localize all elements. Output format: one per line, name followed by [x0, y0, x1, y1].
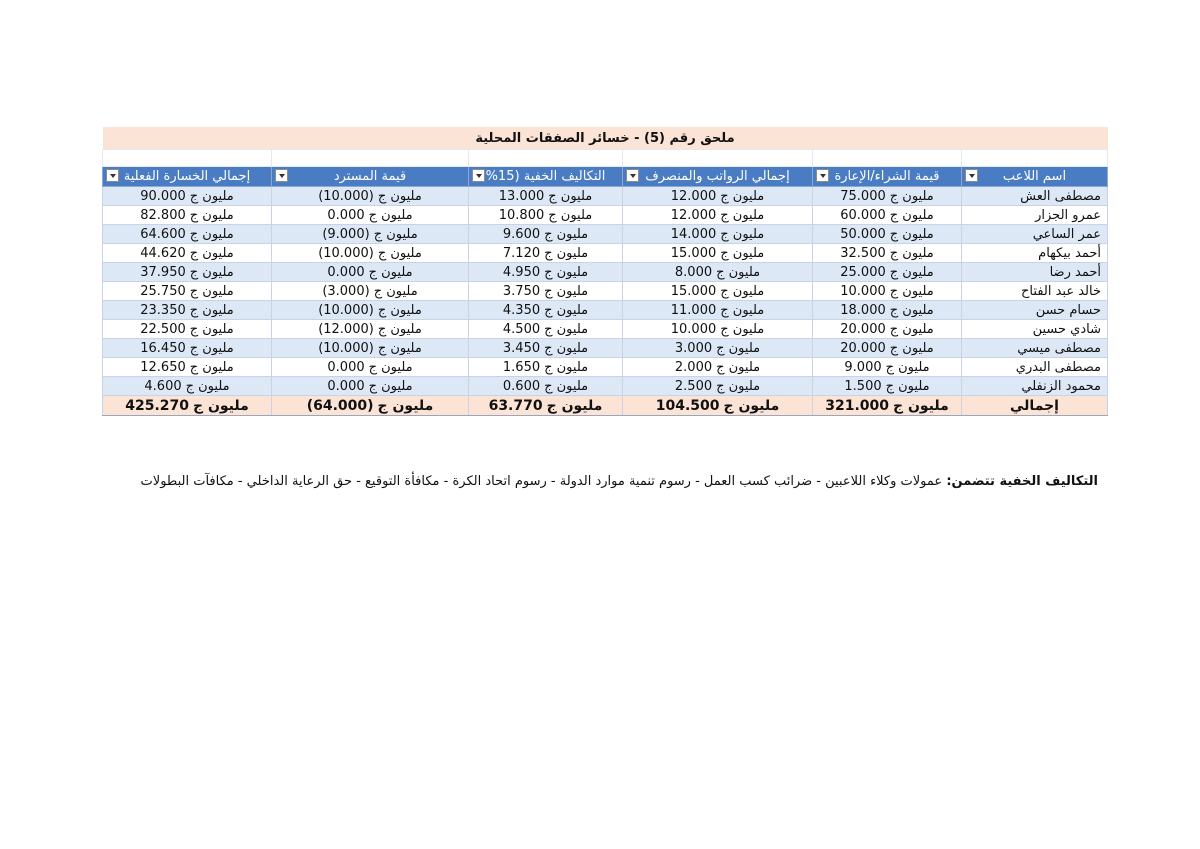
- table-title-row: [103, 127, 1108, 150]
- amount-value: 22.500: [140, 321, 186, 337]
- amount-value: (64.000): [306, 397, 374, 414]
- recovered-cell: [272, 225, 469, 244]
- table-row: [103, 377, 1108, 396]
- purchase-cell: [813, 225, 962, 244]
- salaries-cell: [623, 339, 813, 358]
- salaries-cell: [623, 358, 813, 377]
- total-purchase-cell: [813, 396, 962, 416]
- amount-value: 32.500: [840, 245, 886, 261]
- unit-label: مليون ج: [544, 283, 589, 299]
- recovered-cell: [272, 206, 469, 225]
- player-name-cell: عمر الساعي: [962, 225, 1108, 244]
- unit-label: مليون ج: [192, 397, 249, 414]
- column-header-salaries[interactable]: [623, 167, 813, 187]
- unit-label: مليون ج: [720, 226, 765, 242]
- recovered-cell: [272, 244, 469, 263]
- unit-label: مليون ج: [889, 302, 934, 318]
- unit-label: مليون ج: [885, 359, 930, 375]
- amount-value: (10.000): [318, 188, 374, 204]
- recovered-cell: [272, 358, 469, 377]
- amount-value: (3.000): [322, 283, 370, 299]
- recovered-cell: [272, 187, 469, 206]
- unit-label: مليون ج: [368, 378, 413, 394]
- amount-value: 104.500: [655, 397, 720, 414]
- unit-label: مليون ج: [189, 340, 234, 356]
- amount-value: 20.000: [840, 321, 886, 337]
- unit-label: مليون ج: [544, 302, 589, 318]
- total-loss-cell: [103, 377, 272, 396]
- empty-cell: [813, 150, 962, 167]
- amount-value: 12.650: [140, 359, 186, 375]
- unit-label: مليون ج: [189, 207, 234, 223]
- amount-value: 425.270: [125, 397, 189, 414]
- unit-label: مليون ج: [189, 226, 234, 242]
- column-header-purchase[interactable]: [813, 167, 962, 187]
- filter-dropdown-icon[interactable]: [626, 169, 639, 182]
- table-row: [103, 358, 1108, 377]
- table-row: [103, 263, 1108, 282]
- column-header-hidden-costs[interactable]: [469, 167, 623, 187]
- purchase-cell: [813, 244, 962, 263]
- total-loss-cell: [103, 225, 272, 244]
- amount-value: 25.750: [140, 283, 186, 299]
- unit-label: مليون ج: [544, 321, 589, 337]
- player-name-cell: عمرو الجزار: [962, 206, 1108, 225]
- column-header-player[interactable]: [962, 167, 1108, 187]
- unit-label: مليون ج: [720, 321, 765, 337]
- amount-value: 9.000: [844, 359, 882, 375]
- amount-value: 7.120: [502, 245, 541, 261]
- filter-dropdown-icon[interactable]: [965, 169, 978, 182]
- purchase-cell: [813, 263, 962, 282]
- salaries-cell: [623, 282, 813, 301]
- salaries-cell: [623, 320, 813, 339]
- unit-label: مليون ج: [716, 264, 761, 280]
- empty-cell: [272, 150, 469, 167]
- unit-label: مليون ج: [377, 302, 422, 318]
- hidden-costs-cell: [469, 225, 623, 244]
- purchase-cell: [813, 206, 962, 225]
- purchase-cell: [813, 377, 962, 396]
- amount-value: 10.000: [670, 321, 717, 337]
- unit-label: مليون ج: [377, 321, 422, 337]
- amount-value: 12.000: [670, 207, 717, 223]
- unit-label: مليون ج: [716, 378, 761, 394]
- purchase-cell: [813, 301, 962, 320]
- unit-label: مليون ج: [373, 283, 418, 299]
- unit-label: مليون ج: [889, 245, 934, 261]
- amount-value: (10.000): [318, 340, 374, 356]
- amount-value: 0.600: [502, 378, 541, 394]
- empty-cell: [469, 150, 623, 167]
- note-label: التكاليف الخفية تتضمن:: [946, 474, 1098, 489]
- empty-cell: [623, 150, 813, 167]
- amount-value: 0.000: [327, 359, 365, 375]
- unit-label: مليون ج: [189, 264, 234, 280]
- unit-label: مليون ج: [368, 359, 413, 375]
- header-label: إجمالي الخسارة الفعلية: [123, 169, 251, 184]
- header-label: إجمالي الرواتب والمنصرف: [645, 169, 790, 184]
- header-label: اسم اللاعب: [1002, 169, 1067, 184]
- total-loss-cell: [103, 339, 272, 358]
- total-loss-cell: [103, 282, 272, 301]
- empty-cell: [962, 150, 1108, 167]
- salaries-cell: [623, 244, 813, 263]
- unit-label: مليون ج: [716, 359, 761, 375]
- hidden-costs-cell: [469, 187, 623, 206]
- amount-value: 12.000: [670, 188, 717, 204]
- amount-value: 4.500: [502, 321, 541, 337]
- table-title: ملحق رقم (5) - خسائر الصفقات المحلية: [103, 127, 1108, 150]
- recovered-cell: [272, 301, 469, 320]
- amount-value: 3.450: [502, 340, 541, 356]
- unit-label: مليون ج: [723, 397, 780, 414]
- unit-label: مليون ج: [368, 207, 413, 223]
- unit-label: مليون ج: [889, 321, 934, 337]
- amount-value: 90.000: [140, 188, 186, 204]
- amount-value: (12.000): [318, 321, 374, 337]
- total-loss-cell: [103, 320, 272, 339]
- unit-label: مليون ج: [889, 340, 934, 356]
- hidden-costs-cell: [469, 320, 623, 339]
- unit-label: مليون ج: [377, 340, 422, 356]
- salaries-cell: [623, 263, 813, 282]
- unit-label: مليون ج: [189, 359, 234, 375]
- total-row: [103, 396, 1108, 416]
- table-row: [103, 320, 1108, 339]
- unit-label: مليون ج: [548, 207, 593, 223]
- table-row: [103, 225, 1108, 244]
- amount-value: 15.000: [670, 245, 717, 261]
- unit-label: مليون ج: [720, 283, 765, 299]
- amount-value: 82.800: [140, 207, 186, 223]
- header-label: قيمة المسترد: [333, 169, 407, 184]
- amount-value: (10.000): [318, 302, 374, 318]
- losses-table: [102, 127, 1108, 416]
- amount-value: 1.650: [502, 359, 541, 375]
- unit-label: مليون ج: [889, 207, 934, 223]
- recovered-cell: [272, 282, 469, 301]
- table-row: [103, 244, 1108, 263]
- unit-label: مليون ج: [377, 397, 434, 414]
- amount-value: 4.950: [502, 264, 541, 280]
- unit-label: مليون ج: [885, 378, 930, 394]
- unit-label: مليون ج: [544, 340, 589, 356]
- unit-label: مليون ج: [889, 283, 934, 299]
- hidden-costs-cell: [469, 244, 623, 263]
- amount-value: 11.000: [670, 302, 717, 318]
- unit-label: مليون ج: [373, 226, 418, 242]
- player-name-cell: مصطفى البدري: [962, 358, 1108, 377]
- unit-label: مليون ج: [185, 378, 230, 394]
- player-name-cell: أحمد رضا: [962, 263, 1108, 282]
- unit-label: مليون ج: [189, 302, 234, 318]
- unit-label: مليون ج: [544, 264, 589, 280]
- total-loss-cell: [103, 206, 272, 225]
- total-recovered-cell: [272, 396, 469, 416]
- total-salaries-cell: [623, 396, 813, 416]
- amount-value: 3.750: [502, 283, 541, 299]
- amount-value: 15.000: [670, 283, 717, 299]
- amount-value: 321.000: [825, 397, 889, 414]
- header-row: [103, 167, 1108, 187]
- note-text: عمولات وكلاء اللاعبين - ضرائب كسب العمل - رسوم تنمية موارد الدولة - رسوم اتحاد الكرة - مكافأة التوقيع - حق الرعاية الداخلي - مكافآت البطولات: [140, 474, 943, 489]
- salaries-cell: [623, 187, 813, 206]
- unit-label: مليون ج: [546, 397, 603, 414]
- unit-label: مليون ج: [189, 245, 234, 261]
- unit-label: مليون ج: [544, 378, 589, 394]
- amount-value: 23.350: [140, 302, 186, 318]
- header-label: قيمة الشراء/الإعارة: [834, 169, 940, 184]
- filter-dropdown-icon[interactable]: [275, 169, 288, 182]
- spacer-row: [103, 150, 1108, 167]
- table-row: [103, 339, 1108, 358]
- amount-value: 8.000: [674, 264, 713, 280]
- total-total-loss-cell: [103, 396, 272, 416]
- hidden-costs-cell: [469, 358, 623, 377]
- amount-value: 2.000: [674, 359, 713, 375]
- amount-value: 14.000: [670, 226, 717, 242]
- unit-label: مليون ج: [368, 264, 413, 280]
- column-header-total-loss[interactable]: [103, 167, 272, 187]
- table-row: [103, 282, 1108, 301]
- unit-label: مليون ج: [892, 397, 949, 414]
- unit-label: مليون ج: [720, 245, 765, 261]
- amount-value: 64.600: [140, 226, 186, 242]
- amount-value: 0.000: [327, 207, 365, 223]
- amount-value: 10.000: [840, 283, 886, 299]
- unit-label: مليون ج: [889, 188, 934, 204]
- amount-value: 3.000: [674, 340, 713, 356]
- amount-value: (10.000): [318, 245, 374, 261]
- recovered-cell: [272, 377, 469, 396]
- total-loss-cell: [103, 187, 272, 206]
- unit-label: مليون ج: [720, 207, 765, 223]
- filter-dropdown-icon[interactable]: [106, 169, 119, 182]
- amount-value: 75.000: [840, 188, 886, 204]
- total-label: إجمالي: [962, 396, 1108, 416]
- player-name-cell: مصطفى العش: [962, 187, 1108, 206]
- player-name-cell: أحمد بيكهام: [962, 244, 1108, 263]
- unit-label: مليون ج: [189, 321, 234, 337]
- unit-label: مليون ج: [720, 302, 765, 318]
- hidden-costs-note: [98, 474, 1098, 489]
- hidden-costs-cell: [469, 301, 623, 320]
- amount-value: 4.350: [502, 302, 541, 318]
- player-name-cell: حسام حسن: [962, 301, 1108, 320]
- amount-value: 63.770: [488, 397, 543, 414]
- amount-value: 20.000: [840, 340, 886, 356]
- player-name-cell: مصطفى ميسي: [962, 339, 1108, 358]
- hidden-costs-cell: [469, 263, 623, 282]
- amount-value: 0.000: [327, 264, 365, 280]
- amount-value: 1.500: [844, 378, 882, 394]
- total-loss-cell: [103, 301, 272, 320]
- salaries-cell: [623, 377, 813, 396]
- unit-label: مليون ج: [189, 283, 234, 299]
- amount-value: 16.450: [140, 340, 186, 356]
- amount-value: 25.000: [840, 264, 886, 280]
- amount-value: 13.000: [498, 188, 545, 204]
- amount-value: (9.000): [322, 226, 370, 242]
- hidden-costs-cell: [469, 282, 623, 301]
- amount-value: 44.620: [140, 245, 186, 261]
- filter-dropdown-icon[interactable]: [472, 169, 485, 182]
- amount-value: 60.000: [840, 207, 886, 223]
- table-row: [103, 301, 1108, 320]
- purchase-cell: [813, 339, 962, 358]
- player-name-cell: خالد عبد الفتاح: [962, 282, 1108, 301]
- recovered-cell: [272, 320, 469, 339]
- unit-label: مليون ج: [889, 226, 934, 242]
- player-name-cell: محمود الزنفلي: [962, 377, 1108, 396]
- purchase-cell: [813, 187, 962, 206]
- filter-dropdown-icon[interactable]: [816, 169, 829, 182]
- amount-value: 9.600: [502, 226, 541, 242]
- total-loss-cell: [103, 358, 272, 377]
- unit-label: مليون ج: [548, 188, 593, 204]
- table-row: [103, 206, 1108, 225]
- salaries-cell: [623, 225, 813, 244]
- total-loss-cell: [103, 244, 272, 263]
- unit-label: مليون ج: [377, 188, 422, 204]
- column-header-recovered[interactable]: [272, 167, 469, 187]
- amount-value: 0.000: [327, 378, 365, 394]
- hidden-costs-cell: [469, 377, 623, 396]
- unit-label: مليون ج: [716, 340, 761, 356]
- salaries-cell: [623, 206, 813, 225]
- unit-label: مليون ج: [720, 188, 765, 204]
- purchase-cell: [813, 320, 962, 339]
- player-name-cell: شادي حسين: [962, 320, 1108, 339]
- salaries-cell: [623, 301, 813, 320]
- header-label: التكاليف الخفية (15%: [485, 169, 606, 184]
- amount-value: 4.600: [144, 378, 182, 394]
- purchase-cell: [813, 282, 962, 301]
- table-row: [103, 187, 1108, 206]
- amount-value: 37.950: [140, 264, 186, 280]
- amount-value: 10.800: [498, 207, 545, 223]
- amount-value: 18.000: [840, 302, 886, 318]
- amount-value: 2.500: [674, 378, 713, 394]
- total-loss-cell: [103, 263, 272, 282]
- unit-label: مليون ج: [189, 188, 234, 204]
- total-hidden-costs-cell: [469, 396, 623, 416]
- recovered-cell: [272, 339, 469, 358]
- unit-label: مليون ج: [377, 245, 422, 261]
- empty-cell: [103, 150, 272, 167]
- purchase-cell: [813, 358, 962, 377]
- recovered-cell: [272, 263, 469, 282]
- unit-label: مليون ج: [544, 359, 589, 375]
- unit-label: مليون ج: [544, 245, 589, 261]
- unit-label: مليون ج: [544, 226, 589, 242]
- hidden-costs-cell: [469, 339, 623, 358]
- unit-label: مليون ج: [889, 264, 934, 280]
- amount-value: 50.000: [840, 226, 886, 242]
- hidden-costs-cell: [469, 206, 623, 225]
